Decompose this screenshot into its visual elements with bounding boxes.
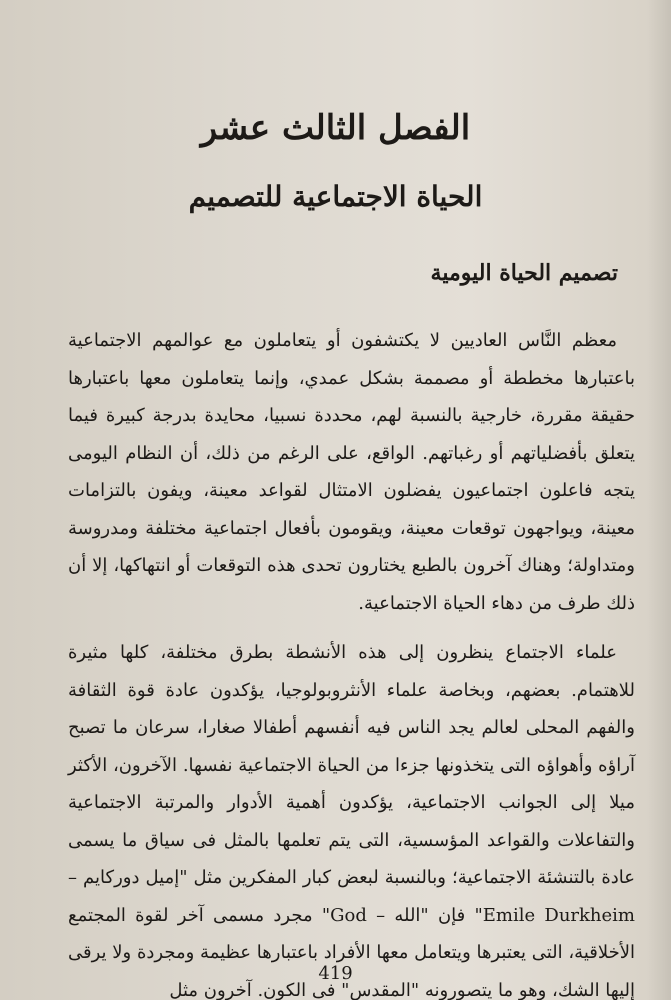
- chapter-title: الفصل الثالث عشر: [200, 108, 471, 148]
- paragraph-2: علماء الاجتماع ينظرون إلى هذه الأنشطة بطرق مختلفة، كلها مثيرة للاهتمام. بعضهم، وبخاصة علماء الأنثروبولوجيا، يؤكدون عادة قوة الثقافة والفهم المحلى لعالم يجد الناس فيه أنفسهم أطفالا صغارا، سرعان ما تصبح آراؤه وأهواؤه التى يتخذونها جزءا من الحياة الاجتماعية نفسها. الآخرون، الأكثر ميلا إلى الجوانب الاجتماعية، يؤكدون أهمية الأدوار والمرتبة الاجتماعية والتفاعلات والقواعد المؤسسية، التى يتم تعلمها بالمثل فى سياق ما يسمى عادة بالتنشئة الاجتماعية؛ وبالنسبة لبعض كبار المفكرين مثل "إميل دوركايم – Emile Durkheim" فإن "الله – God" مجرد مسمى آخر لقوة المجتمع الأخلاقية، التى يعتبرها ويتعامل معها الأفراد باعتبارها عظيمة ومجردة ولا يرقى إليها الشك، وهو ما يتصورونه "المقدس" فى الكون. آخرون مثل: [68, 642, 636, 1000]
- section-heading: تصميم الحياة اليومية: [430, 260, 618, 286]
- page-number: 419: [318, 963, 353, 984]
- paragraph-1: معظم النَّاس العاديين لا يكتشفون أو يتعاملون مع عوالمهم الاجتماعية باعتبارها مخططة أو مصممة بشكل عمدي، وإنما يتعاملون معها باعتبارها حقيقة مقررة، خارجية بالنسبة لهم، محددة نسبيا، محايدة بدرجة كبيرة فيما يتعلق بأفضلياتهم أو رغباتهم. الواقع، على الرغم من ذلك، أن النظام اليومى يتجه فاعلون اجتماعيون يفضلون الامتثال لقواعد معينة، ويفون بالتزامات معينة، ويواجهون توقعات معينة، ويقومون بأفعال اجتماعية مختلفة ومدروسة ومتداولة؛ وهناك آخرون بالطبع يختارون تحدى هذه التوقعات أو انتهاكها، إلا أن ذلك طرف من دهاء الحياة الاجتماعية.: [68, 330, 635, 614]
- body-text: [68, 322, 635, 1000]
- chapter-subtitle: الحياة الاجتماعية للتصميم: [188, 180, 483, 213]
- page-edge-shadow: [647, 0, 671, 1000]
